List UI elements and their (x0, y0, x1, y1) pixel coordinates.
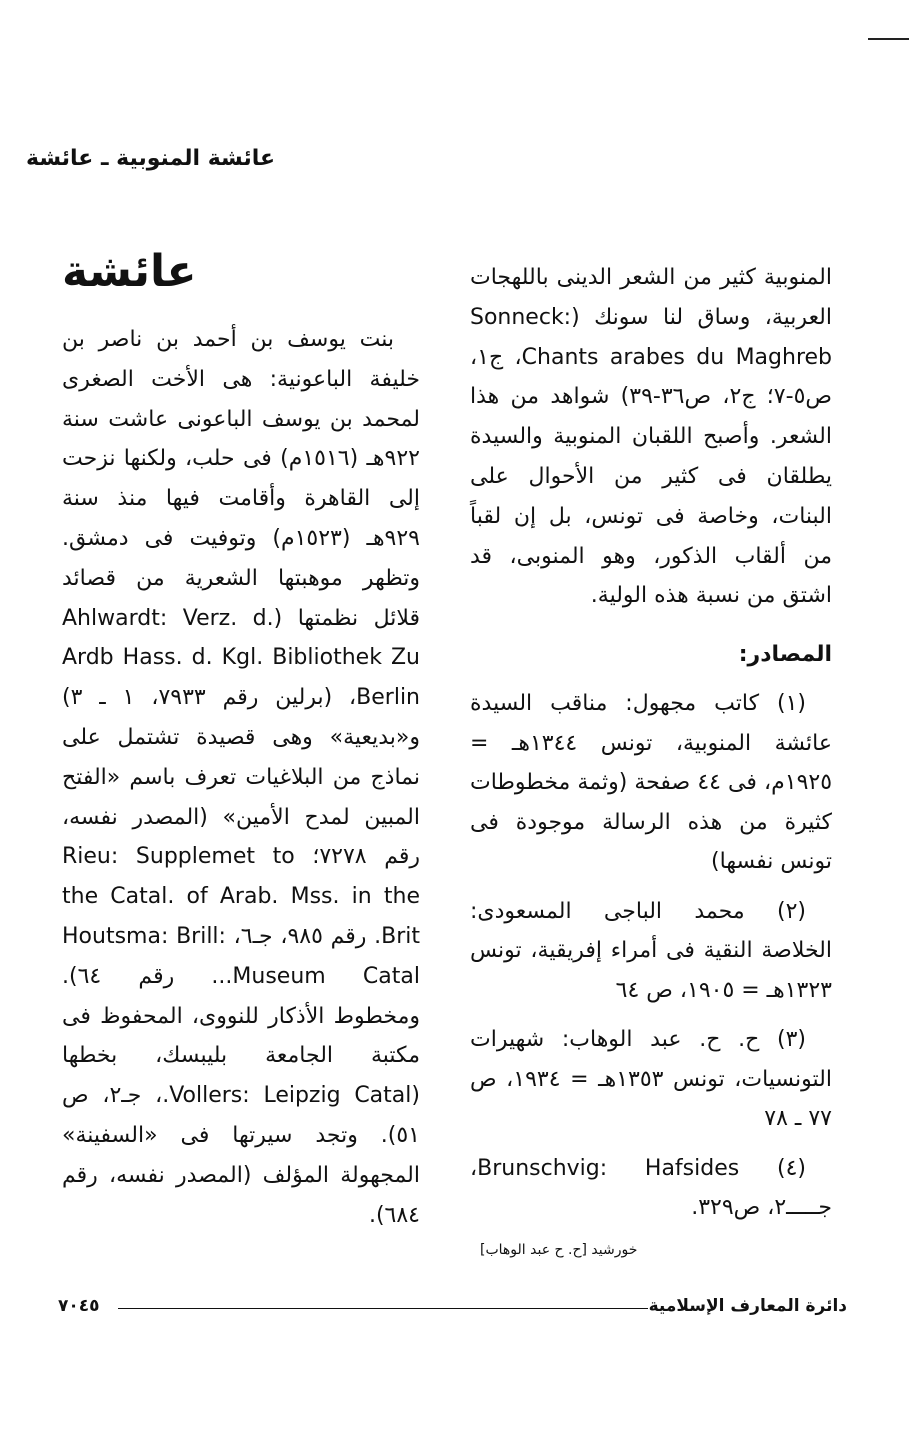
entry-body: بنت يوسف بن أحمد بن ناصر بن خليفة الباعونية: هى الأخت الصغرى لمحمد بن يوسف الباعونى عاشت سنة ٩٢٢هـ (١٥١٦م) فى حلب، ولكنها نزحت إلى القاهرة وأقامت فيها منذ سنة ٩٢٩هـ (١٥٢٣م) وتوفيت فى دمشق. وتظهر موهبتها الشعرية من قصائد قلائل نظمتها (Ahlwardt: Verz. d. Ardb Hass. d. Kgl. Bibliothek Zu Berlin، (برلين رقم ٧٩٣٣، ١ ـ ٣) و«بديعية» وهى قصيدة تشتمل على نماذج من البلاغيات تعرف باسم «الفتح المبين لمدح الأمين» (المصدر نفسه، رقم ٧٢٧٨؛ Rieu: Supplemet to the Catal. of Arab. Mss. in the Brit. رقم ٩٨٥، جـ٦، Houtsma: Brill: Museum Catal... رقم ٦٤). ومخطوط الأذكار للنووى، المحفوظ فى مكتبة الجامعة بليبسك، بخطها (Vollers: Leipzig Catal.، جـ٢، ص ٥١). وتجد سيرتها فى «السفينة» المجهولة المؤلف (المصدر نفسه، رقم ٦٨٤). (62, 327, 421, 1228)
running-head: عائشة المنوبية ـ عائشة (26, 146, 275, 171)
source-item: (١) كاتب مجهول: مناقب السيدة عائشة المنوبية، تونس ١٣٤٤هـ = ١٩٢٥م، فى ٤٤ صفحة (وثمة مخطوطات كثيرة من هذه الرسالة موجودة فى تونس نفسها) (470, 691, 833, 875)
entry-title: عائشة (62, 246, 197, 297)
left-column (62, 246, 421, 1235)
right-column (470, 258, 832, 1260)
author-signature: خورشيد [ح. ح عبد الوهاب] (480, 1241, 638, 1258)
footer-rule (118, 1308, 648, 1309)
source-item: (٣) ح. ح. عبد الوهاب: شهيرات التونسيات، تونس ١٣٥٣هـ = ١٩٣٤، ص ٧٧ ـ ٧٨ (470, 1027, 832, 1132)
page-number: ٧٠٤٥ (58, 1296, 100, 1316)
source-item: (٢) محمد الباجى المسعودى: الخلاصة النقية فى أمراء إفريقية، تونس ١٣٢٣هـ = ١٩٠٥، ص ٦٤ (470, 898, 832, 1003)
previous-entry-continuation: المنوبية كثير من الشعر الدينى باللهجات العربية، وساق لنا سونك (Sonneck: Chants arabes du Maghreb، ج١، ص٥-٧؛ ج٢، ص٣٦-٣٩) شواهد من هذا الشعر. وأصبح اللقبان المنوبية والسيدة يطلقان فى كثير من الأحوال على البنات، وخاصة فى تونس، بل إن لقباً من ألقاب الذكور، وهو المنوبى، قد اشتق من نسبة هذه الولية. (470, 265, 833, 609)
publication-title: دائرة المعارف الإسلامية (648, 1296, 847, 1316)
corner-rule (868, 38, 909, 40)
sources-heading: المصادر: (738, 642, 832, 668)
source-item: (٤) Brunschvig: Hafsides، جـــــ٢، ص٣٢٩. (470, 1155, 832, 1221)
